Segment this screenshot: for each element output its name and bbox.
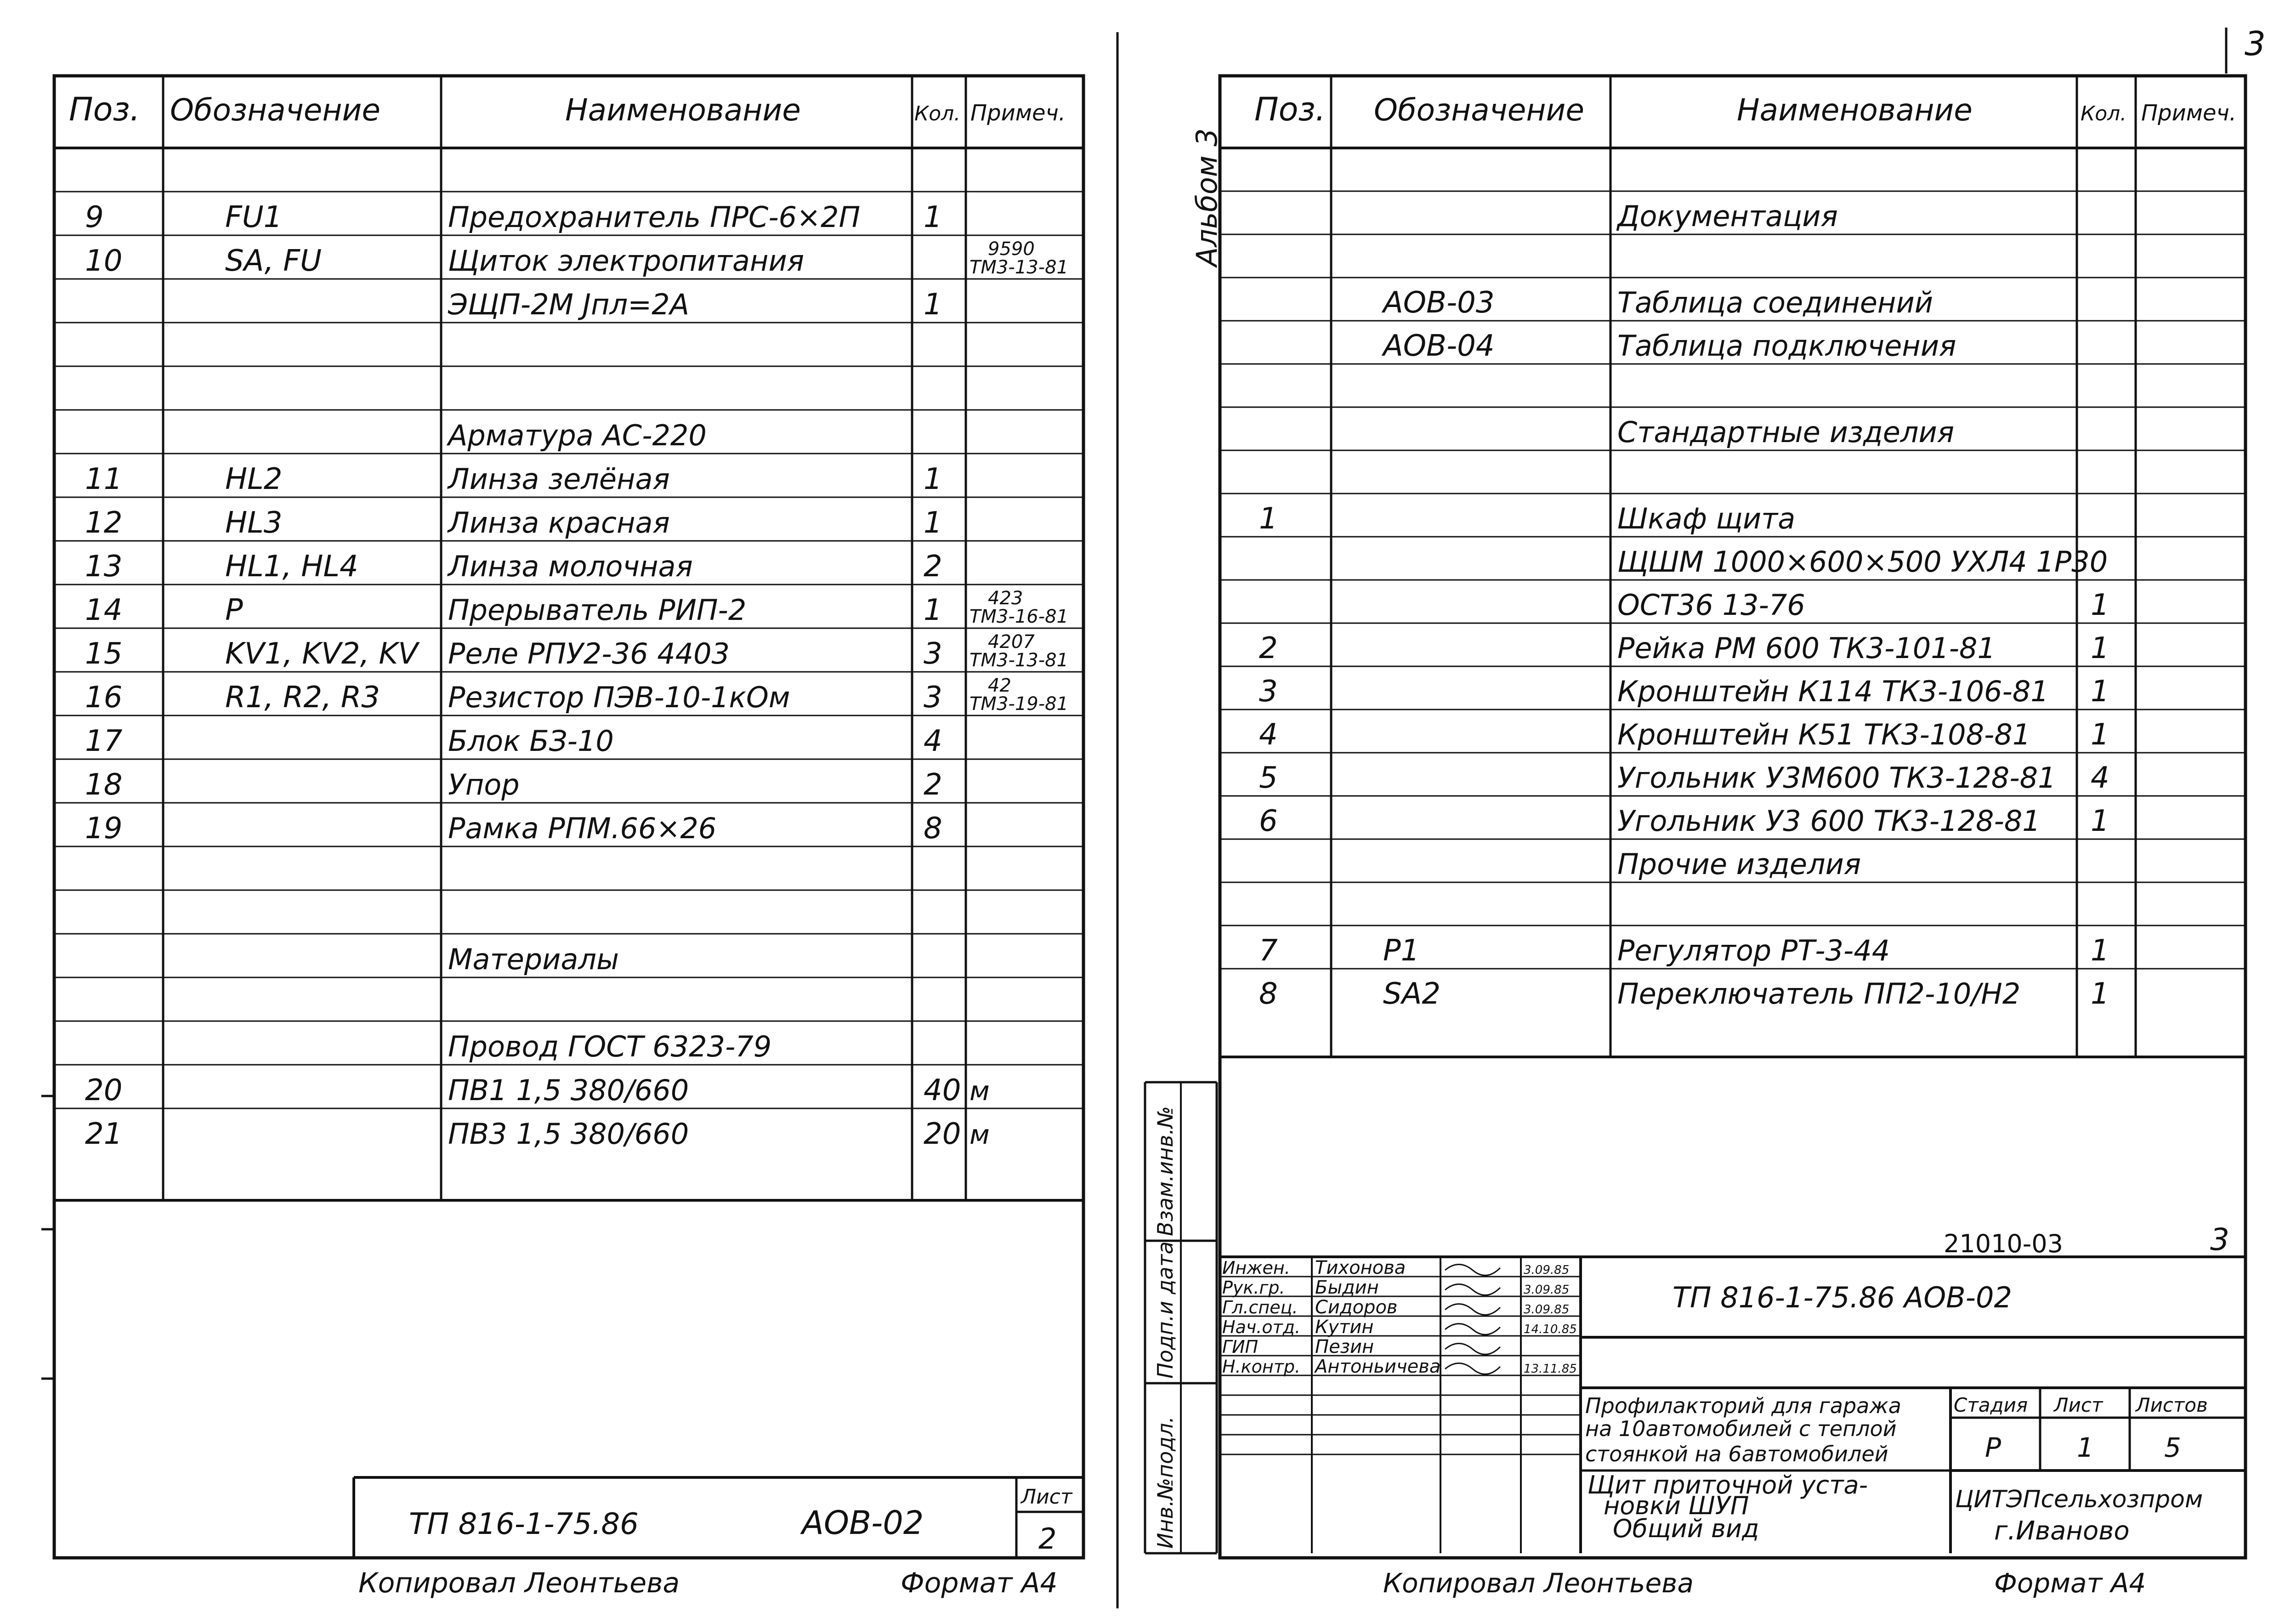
side-strip	[1145, 1082, 1217, 1553]
left-cell-name: ПВ1 1,5 380/660	[448, 1073, 689, 1107]
left-cell-pos: 15	[85, 637, 123, 671]
stamp-sheet-header: Лист	[2054, 1394, 2103, 1416]
left-cell-name: Рамка РПМ.66×26	[448, 812, 717, 845]
right-header-cell: Обозначение	[1374, 92, 1584, 128]
left-stamp-sheet: 2	[1038, 1522, 1057, 1556]
right-stamp	[1220, 1222, 2245, 1553]
left-cell-qty: 1	[924, 200, 942, 234]
left-cell-qty: 4	[924, 724, 942, 758]
stamp-object-3: Общий вид	[1613, 1514, 1759, 1543]
left-cell-name: Щиток электропитания	[448, 244, 805, 278]
left-cell-name: Линза зелёная	[448, 462, 670, 496]
left-cell-note-line: ТМ3-13-81	[970, 650, 1069, 671]
stamp-sheets-header: Листов	[2136, 1394, 2208, 1416]
person-role: ГИП	[1222, 1337, 1259, 1357]
right-cell-designation: SA2	[1383, 977, 1441, 1011]
stamp-org-1: ЦИТЭПсельхозпром	[1955, 1486, 2203, 1513]
left-table-header	[69, 91, 1066, 128]
left-header-cell: Примеч.	[970, 100, 1066, 126]
people-block	[1222, 1257, 1577, 1377]
stamp-sheet: 1	[2077, 1432, 2094, 1463]
left-cell-designation: HL3	[225, 506, 283, 540]
left-cell-designation: KV1, KV2, KV	[225, 637, 419, 671]
right-cell-pos: 8	[1259, 977, 1278, 1011]
right-cell-qty: 1	[2091, 804, 2109, 838]
right-cell-designation: Р1	[1383, 934, 1420, 968]
left-stamp-sheet-label: Лист	[1021, 1485, 1072, 1509]
right-header-cell: Примеч.	[2141, 100, 2237, 126]
left-cell-qty: 20	[924, 1117, 961, 1151]
right-cell-qty: 4	[2091, 761, 2109, 795]
stamp-stage-header: Стадия	[1954, 1394, 2028, 1416]
signature-scribble	[1445, 1304, 1500, 1315]
left-cell-pos: 14	[85, 593, 123, 627]
right-cell-pos: 2	[1259, 631, 1278, 665]
stamp-org-2: г.Иваново	[1994, 1516, 2130, 1546]
right-cell-name: ЩШМ 1000×600×500 УХЛ4 1Р30	[1617, 545, 2108, 579]
right-cell-name: Стандартные изделия	[1617, 415, 1955, 449]
left-cell-qty: 1	[924, 288, 942, 322]
right-cell-name: Рейка РМ 600 ТК3-101-81	[1617, 631, 1996, 665]
right-cell-pos: 5	[1259, 761, 1278, 795]
left-cell-designation: R1, R2, R3	[225, 681, 380, 715]
person-name: Пезин	[1315, 1336, 1374, 1357]
right-cell-name: Кронштейн К51 ТК3-108-81	[1617, 718, 2031, 751]
left-cell-qty: 1	[924, 593, 942, 627]
right-header-cell: Поз.	[1254, 91, 1326, 128]
left-cell-note: м	[970, 1119, 990, 1150]
left-cell-name: Арматура АС-220	[448, 419, 707, 452]
left-cell-name: ПВ3 1,5 380/660	[448, 1117, 689, 1151]
left-cell-pos: 19	[85, 812, 123, 846]
right-cell-name: Угольник У3 600 ТК3-128-81	[1617, 804, 2041, 838]
left-cell-note-line: ТМ3-16-81	[970, 606, 1069, 627]
left-cell-qty: 1	[924, 462, 942, 496]
left-cell-designation: Р	[225, 593, 243, 627]
side-label-replacement: Взам.инв.№	[1153, 1106, 1178, 1236]
side-label-signature: Подп.и дата	[1153, 1241, 1178, 1379]
person-name: Тихонова	[1315, 1257, 1406, 1278]
left-cell-name: Прерыватель РИП-2	[448, 593, 747, 627]
right-cell-name: Таблица подключения	[1617, 329, 1956, 363]
right-cell-name: Кронштейн К114 ТК3-106-81	[1617, 675, 2049, 708]
right-cell-name: Документация	[1617, 199, 1838, 233]
left-header-cell: Обозначение	[170, 92, 380, 128]
person-name: Сидоров	[1315, 1297, 1398, 1318]
right-header-cell: Кол.	[2081, 102, 2127, 125]
stamp-number: 21010-03	[1944, 1229, 2063, 1258]
left-cell-qty: 1	[924, 506, 942, 540]
right-cell-name: Таблица соединений	[1617, 286, 1933, 319]
right-cell-name: Шкаф щита	[1617, 502, 1796, 535]
stamp-sheet-mark: 3	[2210, 1222, 2229, 1257]
person-date: 14.10.85	[1524, 1323, 1577, 1336]
stamp-stage: Р	[1985, 1432, 2001, 1463]
left-cell-note	[970, 675, 1068, 715]
person-date: 13.11.85	[1524, 1362, 1577, 1376]
left-cell-pos: 12	[85, 506, 123, 540]
left-sheet	[41, 76, 1083, 1599]
right-cell-qty: 1	[2091, 977, 2109, 1011]
left-cell-pos: 17	[85, 724, 123, 758]
left-footer-copied: Копировал Леонтьева	[358, 1567, 680, 1599]
person-role: Рук.гр.	[1222, 1278, 1285, 1298]
right-cell-pos: 1	[1259, 502, 1278, 536]
left-cell-note-line: ТМ3-13-81	[970, 257, 1069, 278]
left-cell-name: Материалы	[448, 943, 619, 976]
right-table-header	[1254, 91, 2236, 128]
left-cell-name: ЭЩП-2М Јпл=2А	[448, 288, 690, 321]
left-cell-note	[970, 588, 1068, 627]
signature-scribble	[1445, 1284, 1500, 1295]
left-cell-qty: 8	[924, 812, 942, 846]
side-label-inventory: Инв.№подл.	[1153, 1416, 1178, 1549]
right-cell-pos: 7	[1259, 934, 1278, 968]
right-cell-name: Угольник У3М600 ТК3-128-81	[1617, 761, 2056, 795]
right-cell-pos: 6	[1259, 804, 1278, 838]
right-header-cell: Наименование	[1737, 92, 1973, 128]
left-cell-designation: HL1, HL4	[225, 550, 358, 584]
left-cell-qty: 3	[924, 681, 942, 715]
signature-scribble	[1445, 1265, 1500, 1276]
left-footer-format: Формат А4	[901, 1567, 1058, 1599]
left-cell-note	[970, 238, 1068, 278]
right-cell-pos: 4	[1259, 718, 1278, 752]
left-cell-note	[970, 631, 1068, 671]
left-cell-pos: 20	[85, 1073, 123, 1107]
right-cell-qty: 1	[2091, 588, 2109, 622]
person-role: Инжен.	[1222, 1258, 1290, 1278]
signature-scribble	[1445, 1363, 1500, 1374]
left-header-cell: Наименование	[565, 92, 801, 128]
stamp-object-1: Щит приточной уста-	[1588, 1471, 1868, 1499]
person-role: Нач.отд.	[1222, 1317, 1301, 1337]
left-stamp-doc: ТП 816-1-75.86	[409, 1507, 639, 1541]
right-cell-qty: 1	[2091, 631, 2109, 665]
right-cell-name: Регулятор РТ-3-44	[1617, 934, 1890, 967]
stamp-title-3: стоянкой на 6автомобилей	[1585, 1442, 1888, 1466]
person-date: 3.09.85	[1524, 1283, 1570, 1297]
stamp-title-1: Профилакторий для гаража	[1585, 1393, 1901, 1418]
left-cell-name: Линза красная	[448, 506, 670, 539]
left-header-cell: Поз.	[69, 91, 140, 128]
person-name: Быдин	[1315, 1277, 1379, 1298]
person-role: Н.контр.	[1222, 1357, 1301, 1377]
stamp-sheets: 5	[2164, 1432, 2181, 1463]
left-cell-qty: 2	[924, 550, 942, 584]
left-cell-note: м	[970, 1075, 990, 1107]
left-cell-note-line: 4207	[988, 631, 1035, 653]
left-cell-note-line: 9590	[988, 238, 1035, 260]
right-sheet	[1145, 24, 2266, 1599]
left-cell-pos: 18	[85, 768, 123, 802]
corner-mark: 3	[2245, 24, 2266, 63]
person-name: Кутин	[1315, 1317, 1374, 1338]
left-stamp-code: АОВ-02	[802, 1504, 924, 1542]
stamp-object-2: новки ШУП	[1604, 1491, 1749, 1520]
left-cell-qty: 3	[924, 637, 942, 671]
signature-scribble	[1445, 1344, 1500, 1355]
album-label: Альбом 3	[1190, 128, 1224, 267]
right-cell-designation: АОВ-04	[1383, 329, 1495, 363]
left-cell-pos: 13	[85, 550, 123, 584]
left-cell-designation: HL2	[225, 462, 283, 496]
left-table-body	[85, 200, 1068, 1151]
left-cell-name: Резистор ПЭВ-10-1кОм	[448, 681, 790, 714]
left-cell-qty: 2	[924, 768, 942, 802]
right-cell-qty: 1	[2091, 718, 2109, 752]
right-cell-pos: 3	[1259, 675, 1278, 709]
left-cell-qty: 40	[924, 1073, 961, 1107]
left-cell-name: Линза молочная	[448, 550, 693, 583]
left-cell-pos: 21	[85, 1117, 123, 1151]
right-cell-name: Прочие изделия	[1617, 847, 1861, 881]
person-date: 3.09.85	[1524, 1263, 1570, 1277]
left-cell-designation: FU1	[225, 200, 283, 234]
left-cell-designation: SA, FU	[225, 244, 322, 278]
right-footer-copied: Копировал Леонтьева	[1383, 1567, 1694, 1599]
person-date: 3.09.85	[1524, 1303, 1570, 1317]
left-stamp	[354, 1477, 1083, 1558]
left-cell-name: Провод ГОСТ 6323-79	[448, 1030, 772, 1063]
person-name: Антоньичева	[1315, 1356, 1441, 1377]
right-cell-qty: 1	[2091, 675, 2109, 709]
left-cell-note-line: ТМ3-19-81	[970, 693, 1069, 715]
left-cell-note-line: 42	[988, 675, 1011, 696]
left-cell-note-line: 423	[988, 588, 1023, 609]
left-cell-name: Предохранитель ПРС-6×2П	[448, 200, 861, 234]
signature-scribble	[1445, 1324, 1500, 1335]
right-cell-qty: 1	[2091, 934, 2109, 968]
left-cell-name: Блок БЗ-10	[448, 724, 614, 758]
right-cell-designation: АОВ-03	[1383, 286, 1495, 320]
stamp-title-2: на 10автомобилей с теплой	[1585, 1416, 1897, 1441]
left-header-cell: Кол.	[914, 102, 961, 125]
right-cell-name: Переключатель ПП2-10/Н2	[1617, 977, 2021, 1011]
right-cell-name: ОСТ36 13-76	[1617, 588, 1805, 622]
person-role: Гл.спец.	[1222, 1297, 1298, 1317]
right-footer-format: Формат А4	[1994, 1567, 2146, 1599]
left-cell-name: Упор	[448, 768, 520, 801]
left-cell-name: Реле РПУ2-36 4403	[448, 637, 730, 670]
left-cell-pos: 16	[85, 681, 123, 715]
stamp-doc: ТП 816-1-75.86 АОВ-02	[1673, 1281, 2012, 1314]
left-cell-pos: 10	[85, 244, 123, 278]
left-cell-pos: 11	[85, 462, 123, 496]
left-cell-pos: 9	[85, 200, 104, 234]
